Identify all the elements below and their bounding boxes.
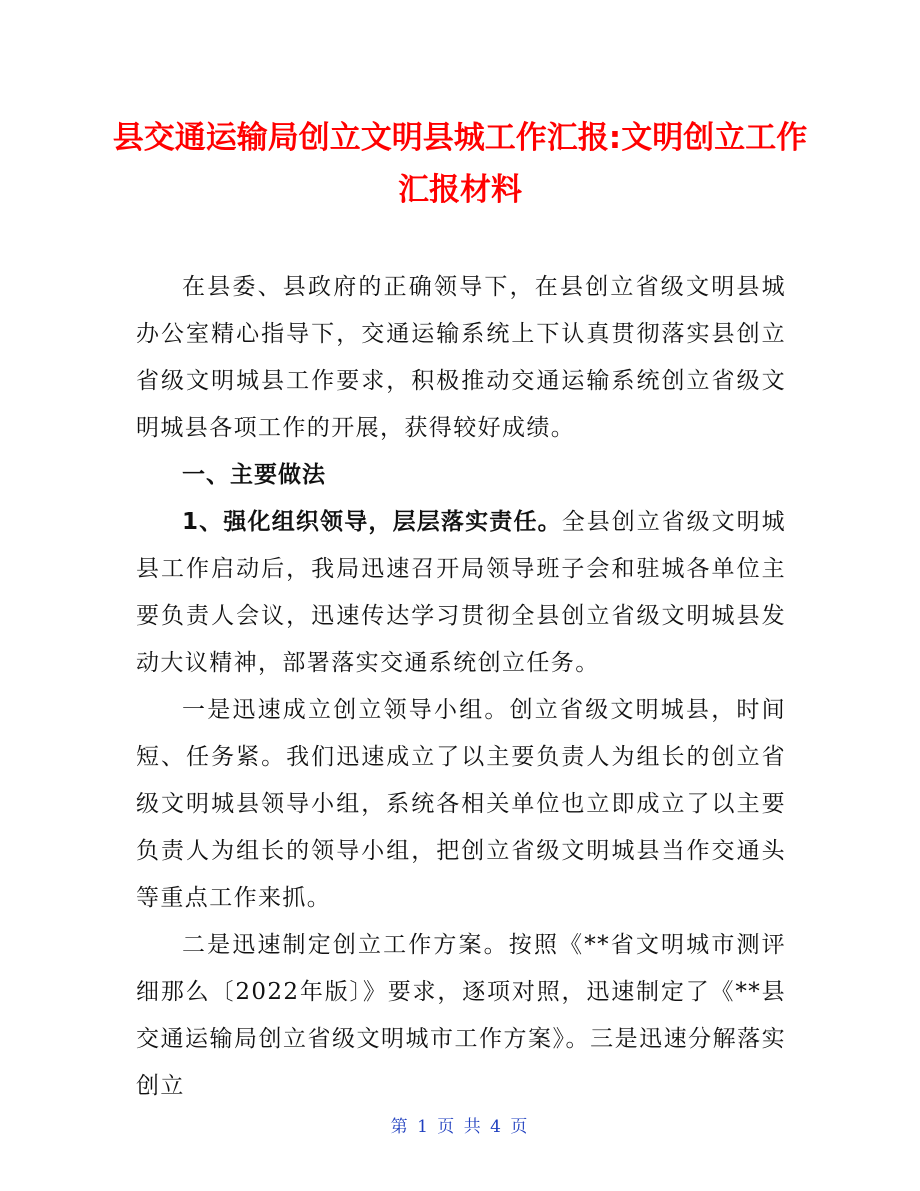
paragraph-work-plan: 二是迅速制定创立工作方案。按照《**省文明城市测评细那么〔2022年版〕》要求，逐项对照，迅速制定了《**县交通运输局创立省级文明城市工作方案》。三是迅速分解落实创立 (136, 932, 786, 1099)
document-body (136, 264, 786, 1110)
page-number-footer: 第 1 页 共 4 页 (390, 1117, 530, 1137)
paragraph-organization (136, 499, 786, 687)
paragraph-organization-text: 全县创立省级文明城县工作启动后，我局迅速召开局领导班子会和驻城各单位主要负责人会议，迅速传达学习贯彻全县创立省级文明城县发动大议精神，部署落实交通系统创立任务。 (136, 509, 786, 676)
paragraph-intro: 在县委、县政府的正确领导下，在县创立省级文明县城办公室精心指导下，交通运输系统上下认真贯彻落实县创立省级文明城县工作要求，积极推动交通运输系统创立省级文明城县各项工作的开展，获得较好成绩。 (136, 274, 786, 441)
document-title: 县交通运输局创立文明县城工作汇报:文明创立工作汇报材料 (112, 120, 808, 208)
paragraph-lead-bold: 1、强化组织领导，层层落实责任。 (182, 509, 562, 535)
paragraph-leading-group: 一是迅速成立创立领导小组。创立省级文明城县，时间短、任务紧。我们迅速成立了以主要负责人为组长的创立省级文明城县领导小组，系统各相关单位也立即成立了以主要负责人为组长的领导小组，把创立省级文明城县当作交通头等重点工作来抓。 (136, 697, 786, 911)
section-heading-main-practices: 一、主要做法 (182, 462, 326, 488)
